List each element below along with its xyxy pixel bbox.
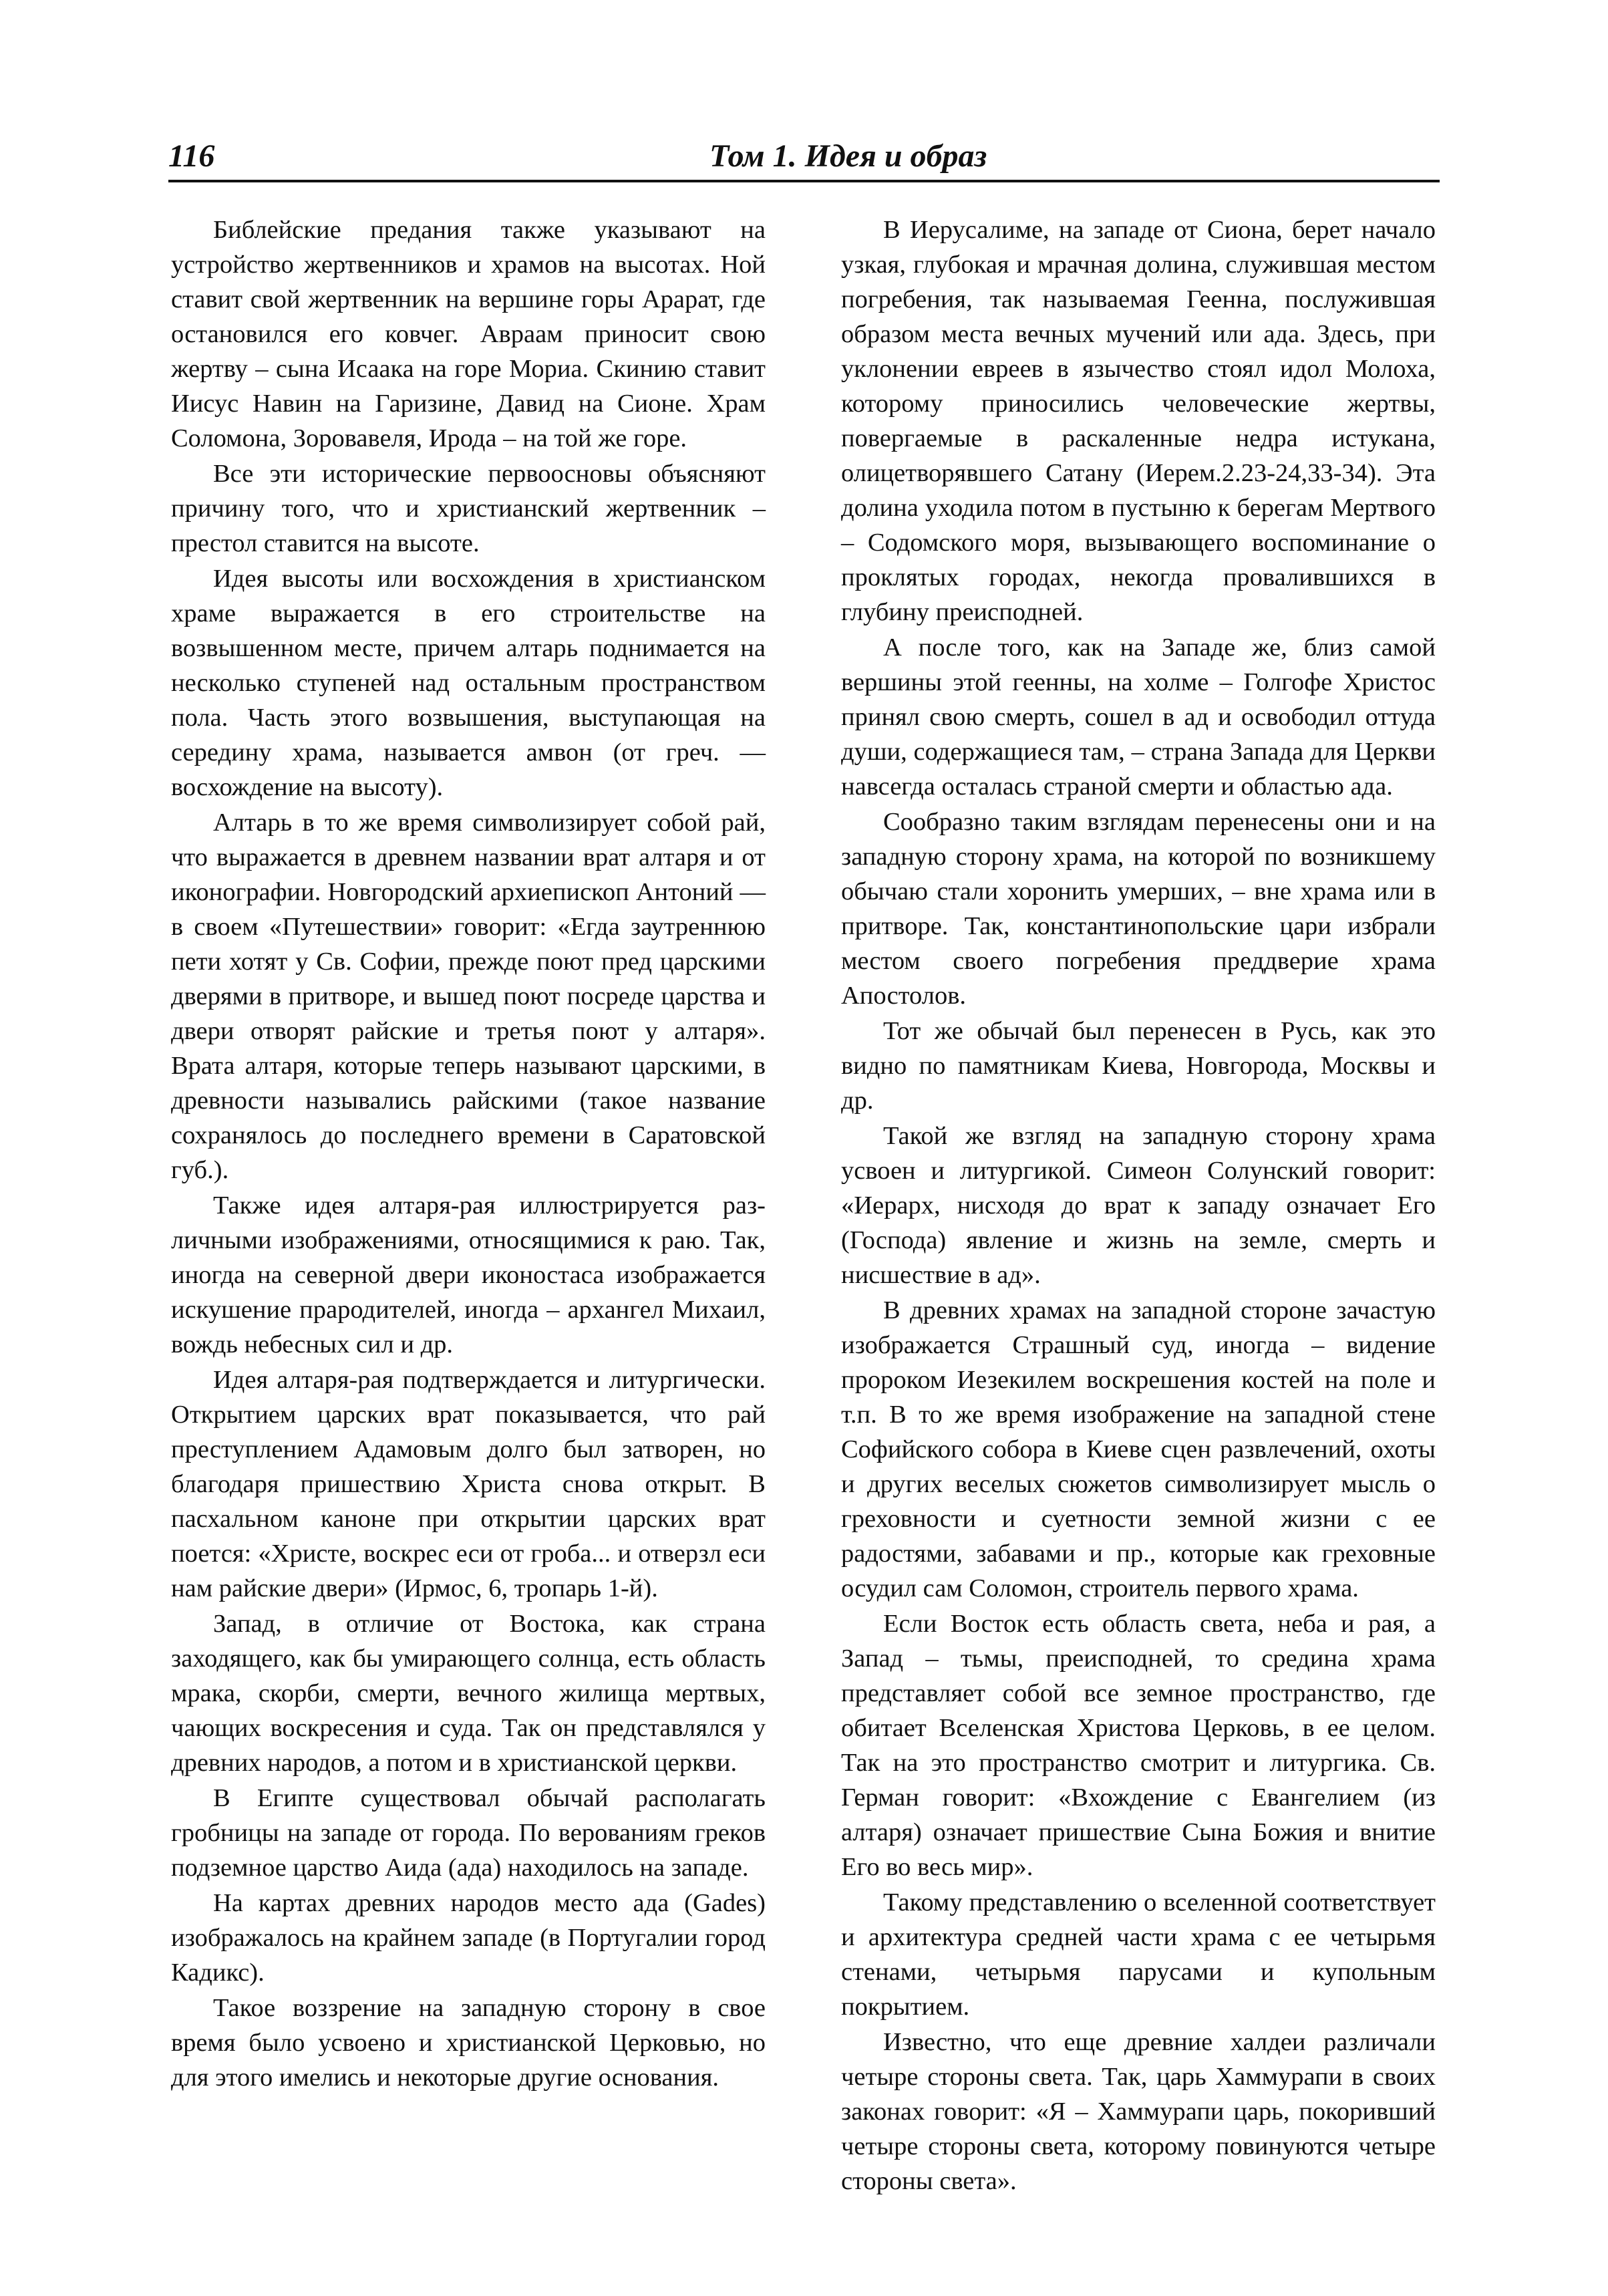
paragraph: Такой же взгляд на западную сторону храма усвоен и литургикой. Симеон Солунский говорит: «Иерарх, нисходя до врат к западу означает Его (Господа) явление и жизнь на земле, смерть и нисшествие в ад». — [841, 1122, 1436, 1289]
paragraph: Библейские предания также указывают на устройство жертвенников и храмов на высотах. Ной ставит свой жертвенник на вершине горы Арарат, где остановился его ковчег. Авраам приносит свою жертву – сына Исаака на горе Мориа. Скинию ставит Иисус Навин на Гаризине, Давид на Сионе. Храм Соломона, Зоровавеля, Ирода – на той же горе. — [171, 216, 766, 452]
paragraph: А после того, как на Западе же, близ самой вершины этой геенны, на холме – Голгофе Христос принял свою смерть, сошел в ад и освободил оттуда души, содержащиеся там, – страна Запада для Церкви навсегда осталась страной смерти и областью ада. — [841, 633, 1436, 801]
page-number: 116 — [168, 138, 215, 174]
paragraph: Сообразно таким взглядам перенесены они и на западную сторону храма, на которой по возникшему обычаю стали хоронить умерших, – вне храма или в притворе. Так, константинопольские цари избрали местом своего погребения преддверие храма Апостолов. — [841, 808, 1436, 1010]
paragraph: Также идея алтаря-рая иллюстрируется различными изображениями, относящимися к раю. Так, иногда на северной двери иконостаса изображается искушение прародителей, иногда – архангел Михаил, вождь небесных сил и др. — [171, 1191, 766, 1358]
paragraph: На картах древних народов место ада (Gades) изображалось на крайнем западе (в Португалии город Кадикс). — [171, 1889, 766, 1987]
left-column — [171, 212, 766, 2096]
paragraph: Алтарь в то же время символизирует собой рай, что выражается в древнем названии врат алтаря и от иконографии. Новгородский архиепископ Антоний — в своем «Путешествии» говорит: «Егда заутреннюю пети хотят у Св. Софии, прежде поют пред царскими дверями в притворе, и вышед поют посреде царства и двери отворят райские и третья поют у алтаря». Врата алтаря, которые теперь называют царскими, в древности назывались райскими (такое название сохранялось до последнего времени в Саратовской губ.). — [171, 809, 766, 1184]
paragraph: Такому представлению о вселенной соответствует и архитектура средней части храма с ее четырьмя стенами, четырьмя парусами и купольным покрытием. — [841, 1888, 1436, 2021]
paragraph: Известно, что еще древние халдеи различали четыре стороны света. Так, царь Хаммурапи в своих законах говорит: «Я – Хаммурапи царь, покоривший четыре стороны света, которому повинуются четыре стороны света». — [841, 2028, 1436, 2195]
paragraph: Такое воззрение на западную сторону в свое время было усвоено и христианской Церковью, но для этого имелись и некоторые другие основания. — [171, 1994, 766, 2092]
paragraph: В древних храмах на западной стороне зачастую изображается Страшный суд, иногда – видение пророком Иезекилем воскрешения костей на поле и т.п. В то же время изображение на западной стене Софийского собора в Киеве сцен развлечений, охоты и других веселых сюжетов символизирует мысль о греховности и суетности земной жизни с ее радостями, забавами и пр., которые как греховные осудил сам Соломон, строитель первого храма. — [841, 1296, 1436, 1602]
paragraph: Тот же обычай был перенесен в Русь, как это видно по памятникам Киева, Новгорода, Москвы и др. — [841, 1017, 1436, 1115]
paragraph: В Египте существовал обычай располагать гробницы на западе от города. По верованиям греков подземное царство Аида (ада) находилось на западе. — [171, 1784, 766, 1882]
volume-title: Том 1. Идея и образ — [709, 138, 987, 174]
paragraph: В Иерусалиме, на западе от Сиона, берет начало узкая, глубокая и мрачная долина, служившая местом погребения, так называемая Геенна, послужившая образом места вечных мучений или ада. Здесь, при уклонении евреев в язычество стоял идол Молоха, которому приносились человеческие жертвы, повергаемые в раскаленные недра истукана, олицетворявшего Сатану (Иерем.2.23-24,33-34). Эта долина уходила потом в пустыню к берегам Мертвого – Содомского моря, вызывающего воспоминание о проклятых городах, некогда провалившихся в глубину преисподней. — [841, 216, 1436, 626]
paragraph: Идея алтаря-рая подтверждается и литургически. Открытием царских врат показывается, что рай преступлением Адамовым долго был затворен, но благодаря пришествию Христа снова открыт. В пасхальном каноне при открытии царских врат поется: «Христе, воскрес еси от гроба... и отверзл еси нам райские двери» (Ирмос, 6, тропарь 1-й). — [171, 1366, 766, 1602]
paragraph: Все эти исторические первоосновы объясняют причину того, что и христианский жертвенник – престол ставится на высоте. — [171, 460, 766, 557]
paragraph: Идея высоты или восхождения в христианском храме выражается в его строительстве на возвышенном месте, причем алтарь поднимается на несколько ступеней над остальным пространством пола. Часть этого возвышения, выступающая на середину храма, называется амвон (от греч. — восхождение на высоту). — [171, 565, 766, 801]
paragraph: Если Восток есть область света, неба и рая, а Запад – тьмы, преисподней, то средина храма представляет собой все земное пространство, где обитает Вселенская Христова Церковь, в ее целом. Так на это пространство смотрит и литургика. Св. Герман говорит: «Вхождение с Евангелием (из алтаря) означает пришествие Сына Божия и внитие Его во весь мир». — [841, 1610, 1436, 1881]
paragraph: Запад, в отличие от Востока, как страна заходящего, как бы умирающего солнца, есть область мрака, скорби, смерти, вечного жилища мертвых, чающих воскресения и суда. Так он представлялся у древних народов, а потом и в христианской церкви. — [171, 1610, 766, 1777]
right-column — [841, 212, 1436, 2199]
running-head — [168, 137, 1440, 182]
